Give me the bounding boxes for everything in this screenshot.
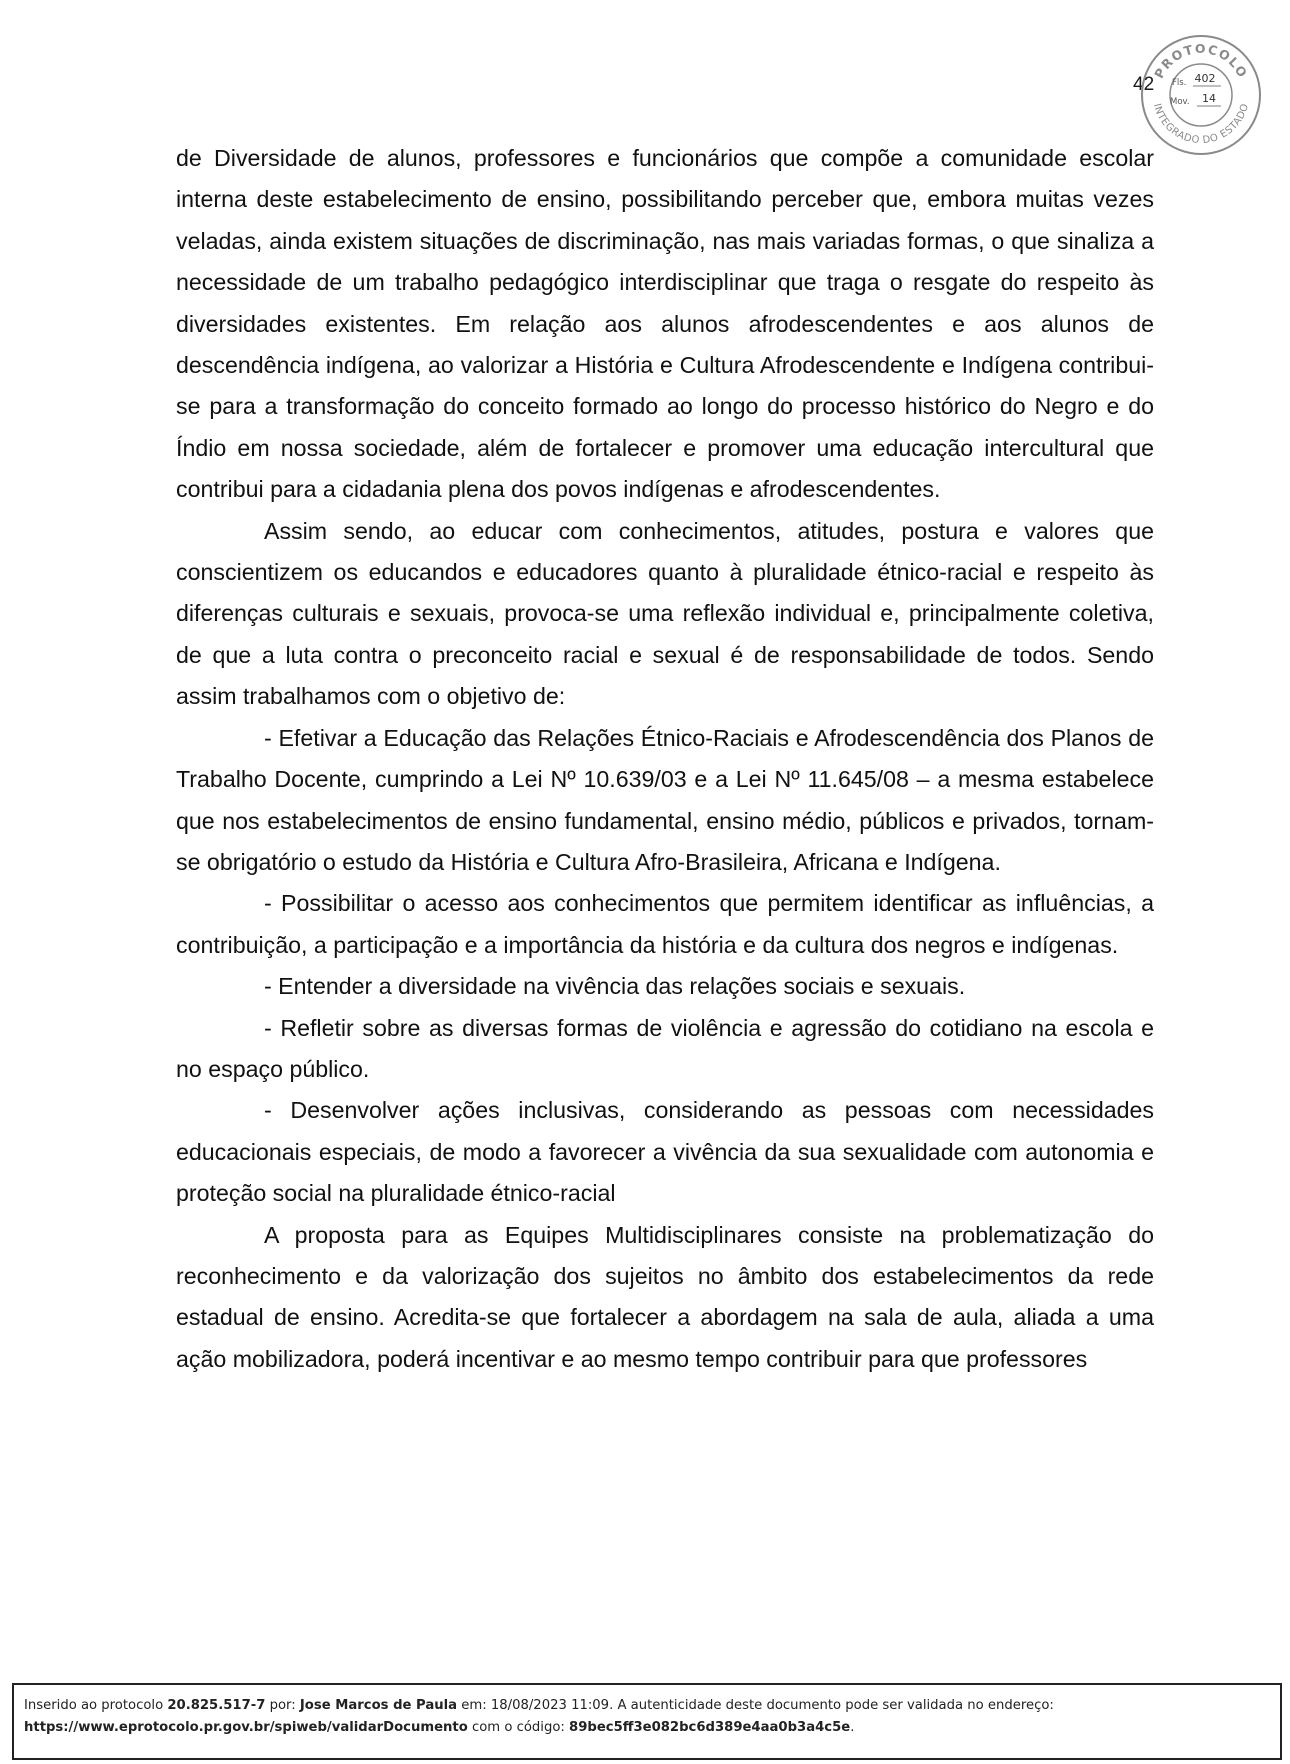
stamp-top-text: PROTOCOLO: [1151, 40, 1251, 81]
footer-author: Jose Marcos de Paula: [299, 1698, 458, 1713]
stamp-fls-value: 402: [1194, 72, 1216, 85]
paragraph: - Entender a diversidade na vivência das relações sociais e sexuais.: [264, 973, 966, 1000]
footer-code-label: com o código:: [467, 1720, 570, 1735]
footer-validation-url[interactable]: https://www.eprotocolo.pr.gov.br/spiweb/validarDocumento: [24, 1720, 468, 1735]
paragraph: A proposta para as Equipes Multidisciplinares consiste na problematização do reconhecimento e da valorização dos sujeitos no âmbito dos estabelecimentos da rede estadual de ensino. Acredita-se que fortalecer a abordagem na sala de aula, aliada a uma ação mobilizadora, poderá incentivar e ao mesmo tempo contribuir para que professores: [176, 1221, 1154, 1372]
document-body: [176, 138, 1154, 1380]
page-number: 42: [1133, 74, 1155, 95]
footer-date-text: em: 18/08/2023 11:09. A autenticidade deste documento pode ser validada no endereço:: [457, 1698, 1054, 1713]
paragraph: - Possibilitar o acesso aos conhecimentos que permitem identificar as influências, a contribuição, a participação e a importância da história e da cultura dos negros e indígenas.: [176, 890, 1154, 958]
footer-protocol-number: 20.825.517-7: [167, 1698, 266, 1713]
footer-inserted-label: Inserido ao protocolo: [24, 1698, 168, 1713]
footer-end: .: [850, 1720, 855, 1735]
stamp-mov-label: Mov.: [1170, 97, 1190, 107]
paragraph: de Diversidade de alunos, professores e funcionários que compõe a comunidade escolar interna deste estabelecimento de ensino, possibilitando perceber que, embora muitas vezes veladas, ainda existem situações de discriminação, nas mais variadas formas, o que sinaliza a necessidade de um trabalho pedagógico interdisciplinar que traga o resgate do respeito às diversidades existentes. Em relação aos alunos afrodescendentes e aos alunos de descendência indígena, ao valorizar a História e Cultura Afrodescendente e Indígena contribui-se para a transformação do conceito formado ao longo do processo histórico do Negro e do Índio em nossa sociedade, além de fortalecer e promover uma educação intercultural que contribui para a cidadania plena dos povos indígenas e afrodescendentes.: [176, 145, 1154, 503]
protocol-stamp-graphic: [1139, 33, 1263, 157]
paragraph: Assim sendo, ao educar com conhecimentos, atitudes, postura e valores que conscientizem os educandos e educadores quanto à pluralidade étnico-racial e respeito às diferenças culturais e sexuais, provoca-se uma reflexão individual e, principalmente coletiva, de que a luta contra o preconceito racial e sexual é de responsabilidade de todos. Sendo assim trabalhamos com o objetivo de:: [176, 517, 1154, 710]
footer-line-2: [24, 1717, 1270, 1739]
stamp-mov-value: 14: [1202, 92, 1216, 105]
authenticity-footer: [12, 1683, 1282, 1760]
stamp-bottom-text: INTEGRADO DO ESTADO: [1150, 102, 1252, 147]
paragraph: - Desenvolver ações inclusivas, considerando as pessoas com necessidades educacionais especiais, de modo a favorecer a vivência da sua sexualidade com autonomia e proteção social na pluralidade étnico-racial: [176, 1097, 1154, 1207]
footer-validation-code: 89bec5ff3e082bc6d389e4aa0b3a4c5e: [569, 1720, 851, 1735]
svg-text:INTEGRADO DO ESTADO: [1151, 102, 1251, 146]
stamp-fls-label: Fls.: [1172, 78, 1187, 88]
protocol-stamp: [1139, 33, 1263, 157]
paragraph: - Refletir sobre as diversas formas de violência e agressão do cotidiano na escola e no espaço público.: [176, 1014, 1154, 1082]
paragraph: - Efetivar a Educação das Relações Étnico-Raciais e Afrodescendência dos Planos de Trabalho Docente, cumprindo a Lei Nº 10.639/03 e a Lei Nº 11.645/08 – a mesma estabelece que nos estabelecimentos de ensino fundamental, ensino médio, públicos e privados, tornam-se obrigatório o estudo da História e Cultura Afro-Brasileira, Africana e Indígena.: [176, 724, 1154, 875]
footer-by-label: por:: [265, 1698, 300, 1713]
footer-line-1: [24, 1695, 1270, 1717]
